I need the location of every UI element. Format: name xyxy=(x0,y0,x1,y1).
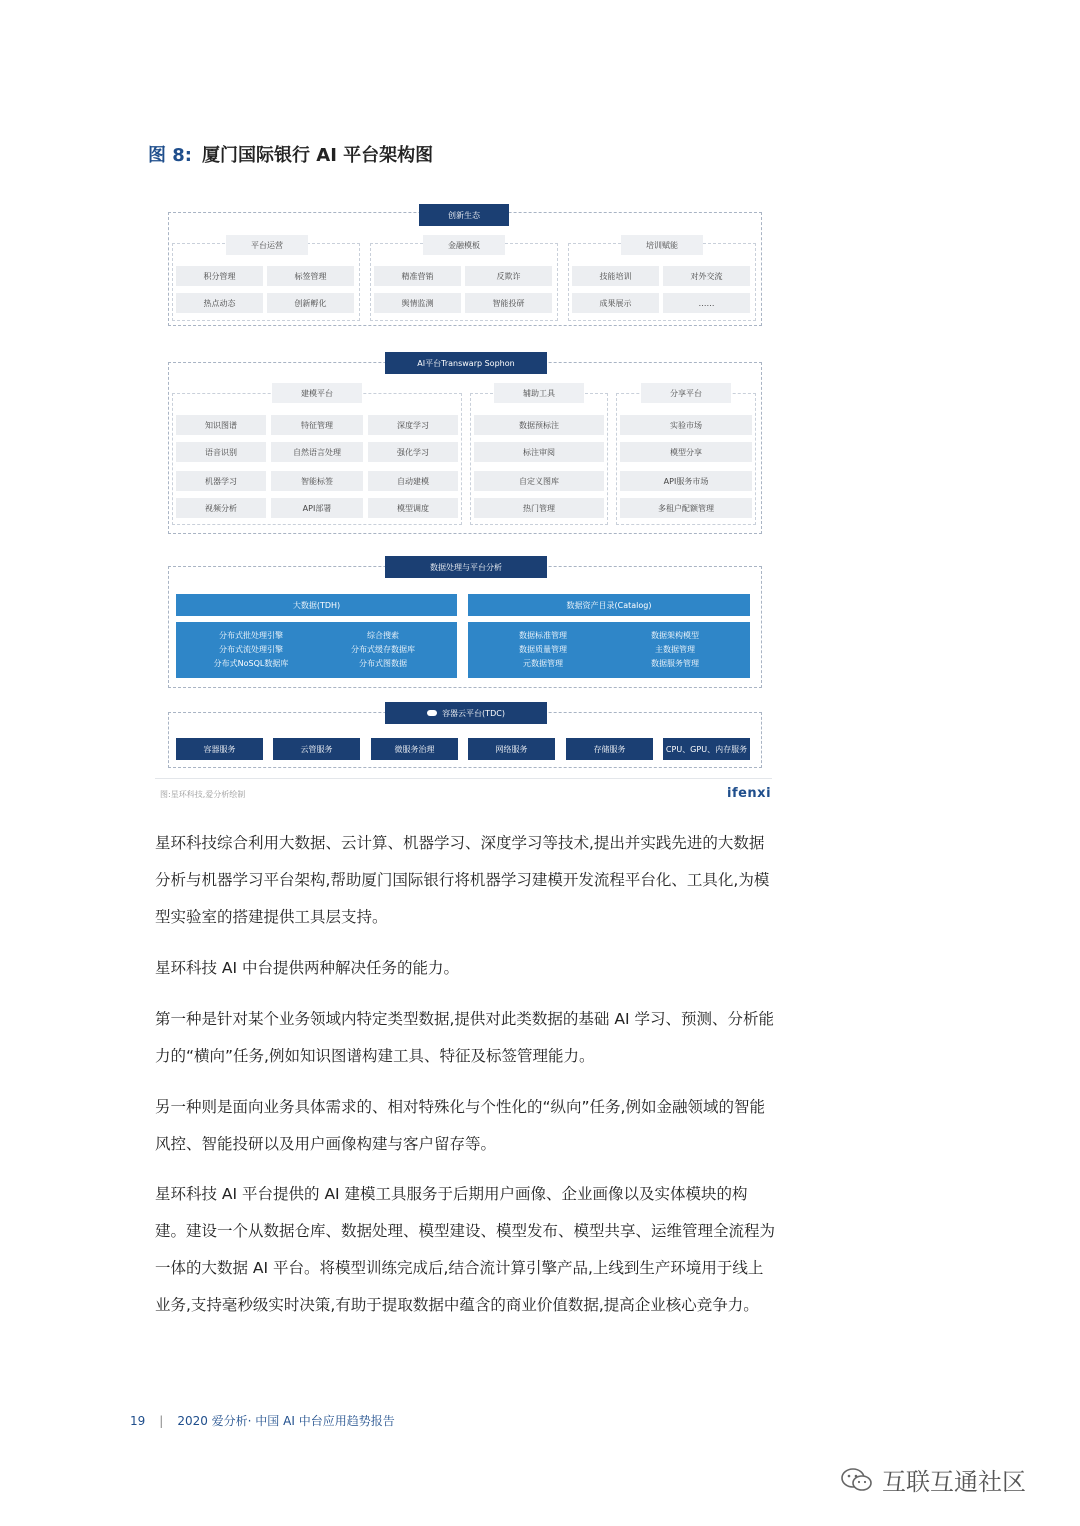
ai-cell: 知识图谱 xyxy=(176,415,266,435)
paragraph: 星环科技 AI 平台提供的 AI 建模工具服务于后期用户画像、企业画像以及实体模块的构建。建设一个从数据仓库、数据处理、模型建设、模型发布、模型共享、运维管理全流程为一体的大数据 AI 平台。将模型训练完成后,结合流计算引擎产品,上线到生产环境用于线上业务,支持毫秒级实时决策,有助于提取数据中蕴含的商业价值数据,提高企业核心竞争力。 xyxy=(155,1185,776,1314)
catalog-item: 数据标准管理 xyxy=(519,631,567,640)
catalog-item: 数据服务管理 xyxy=(651,659,699,668)
tdh-title: 大数据(TDH) xyxy=(176,594,457,616)
ai-cell: 标注审阅 xyxy=(474,442,604,462)
ai-header: AI平台Transwarp Sophon xyxy=(385,352,547,374)
ai-cell: 深度学习 xyxy=(368,415,458,435)
eco-group-training-title: 培训赋能 xyxy=(621,235,703,255)
catalog-item: 主数据管理 xyxy=(655,645,695,654)
tdh-item: 分布式流处理引擎 xyxy=(219,645,283,654)
eco-cell: 对外交流 xyxy=(663,266,750,286)
eco-header: 创新生态 xyxy=(419,204,509,226)
ai-cell: API部署 xyxy=(271,498,363,518)
figure-number: 图 8: xyxy=(148,145,192,166)
data-header: 数据处理与平台分析 xyxy=(385,556,547,578)
tdc-cell: 微服务治理 xyxy=(371,738,458,760)
ai-tools-title: 辅助工具 xyxy=(494,383,584,403)
ai-cell: 模型调度 xyxy=(368,498,458,518)
paragraph: 第一种是针对某个业务领域内特定类型数据,提供对此类数据的基础 AI 学习、预测、分析能力的“横向”任务,例如知识图谱构建工具、特征及标签管理能力。 xyxy=(155,1010,774,1065)
tdc-cell: CPU、GPU、内存服务 xyxy=(663,738,750,760)
watermark xyxy=(840,1462,1026,1497)
page-footer xyxy=(130,1412,395,1429)
ai-cell: 模型分享 xyxy=(620,442,752,462)
eco-cell: 智能投研 xyxy=(465,293,552,313)
eco-cell: 成果展示 xyxy=(572,293,659,313)
figure-title-text: 厦门国际银行 AI 平台架构图 xyxy=(202,145,434,166)
ai-cell: 多租户配额管理 xyxy=(620,498,752,518)
catalog-item: 数据架构模型 xyxy=(651,631,699,640)
tdh-item: 分布式缓存数据库 xyxy=(351,645,415,654)
eco-cell: 技能培训 xyxy=(572,266,659,286)
paragraph: 另一种则是面向业务具体需求的、相对特殊化与个性化的“纵向”任务,例如金融领域的智能风控、智能投研以及用户画像构建与客户留存等。 xyxy=(155,1098,765,1153)
eco-cell: 创新孵化 xyxy=(267,293,354,313)
ai-cell: 强化学习 xyxy=(368,442,458,462)
tdc-cell: 云管服务 xyxy=(273,738,360,760)
ai-cell: 视频分析 xyxy=(176,498,266,518)
ai-cell: 自然语言处理 xyxy=(271,442,363,462)
tdh-item: 分布式批处理引擎 xyxy=(219,631,283,640)
cloud-icon xyxy=(427,710,437,716)
ai-cell: 语音识别 xyxy=(176,442,266,462)
ai-cell: 热门管理 xyxy=(474,498,604,518)
ai-cell: 智能标签 xyxy=(271,471,363,491)
watermark-text: 互联互通社区 xyxy=(882,1468,1026,1496)
eco-cell: 反欺诈 xyxy=(465,266,552,286)
ai-cell: 自定义图库 xyxy=(474,471,604,491)
tdh-item: 分布式图数据 xyxy=(359,659,407,668)
ai-cell: 自动建模 xyxy=(368,471,458,491)
eco-cell: 精准营销 xyxy=(374,266,461,286)
wechat-icon xyxy=(840,1467,874,1493)
eco-cell: 积分管理 xyxy=(176,266,263,286)
ifenxi-logo: ifenxi xyxy=(727,786,772,801)
figure-title xyxy=(148,141,433,167)
ai-cell: 特征管理 xyxy=(271,415,363,435)
ai-modeling-title: 建模平台 xyxy=(272,383,362,403)
tdh-list-left xyxy=(192,629,310,671)
eco-group-finance-title: 金融模板 xyxy=(423,235,505,255)
eco-cell: 热点动态 xyxy=(176,293,263,313)
footer-separator: | xyxy=(159,1414,164,1428)
report-name: 2020 爱分析· 中国 AI 中台应用趋势报告 xyxy=(177,1414,395,1428)
eco-cell: …… xyxy=(663,293,750,313)
paragraph: 星环科技 AI 中台提供两种解决任务的能力。 xyxy=(155,959,460,977)
ai-cell: API服务市场 xyxy=(620,471,752,491)
ai-cell: 实验市场 xyxy=(620,415,752,435)
ai-share-title: 分享平台 xyxy=(641,383,731,403)
tdc-cell: 网络服务 xyxy=(468,738,555,760)
tdh-item: 分布式NoSQL数据库 xyxy=(213,659,289,668)
figure-divider xyxy=(155,778,772,779)
tdh-list-right xyxy=(324,629,442,671)
figure-caption: 图:星环科技,爱分析绘制 xyxy=(160,790,246,799)
catalog-item: 数据质量管理 xyxy=(519,645,567,654)
catalog-list-left xyxy=(484,629,602,671)
ai-cell: 机器学习 xyxy=(176,471,266,491)
catalog-list-right xyxy=(616,629,734,671)
paragraph: 星环科技综合利用大数据、云计算、机器学习、深度学习等技术,提出并实践先进的大数据分析与机器学习平台架构,帮助厦门国际银行将机器学习建模开发流程平台化、工具化,为模型实验室的搭建提供工具层支持。 xyxy=(155,834,770,926)
ai-cell: 数据预标注 xyxy=(474,415,604,435)
tdc-header xyxy=(385,702,547,724)
tdc-cell: 存储服务 xyxy=(566,738,653,760)
catalog-item: 元数据管理 xyxy=(523,659,563,668)
tdh-item: 综合搜索 xyxy=(367,631,399,640)
page-number: 19 xyxy=(130,1414,146,1428)
eco-group-ops-title: 平台运营 xyxy=(226,235,308,255)
eco-cell: 标签管理 xyxy=(267,266,354,286)
eco-cell: 舆情监测 xyxy=(374,293,461,313)
tdc-cell: 容器服务 xyxy=(176,738,263,760)
catalog-title: 数据资产目录(Catalog) xyxy=(468,594,750,616)
tdc-header-label: 容器云平台(TDC) xyxy=(442,708,505,718)
